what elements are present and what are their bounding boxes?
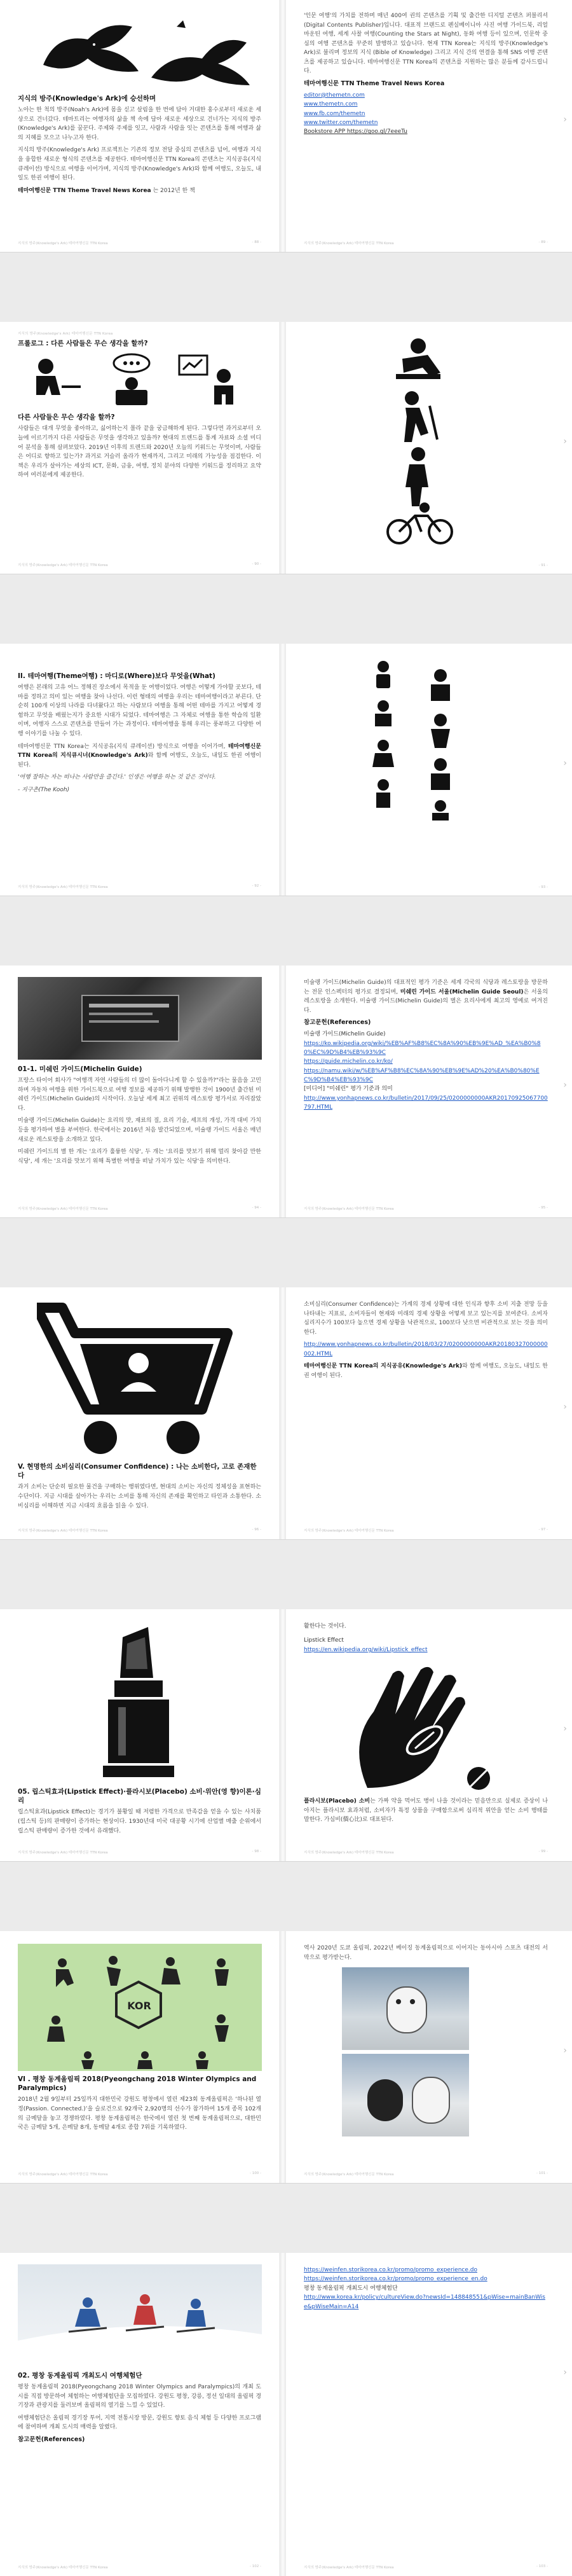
next-page-arrow-icon[interactable]: › xyxy=(563,1724,567,1734)
olympics-title: VI . 평창 동계올림픽 2018(Pyeongchang 2018 Winter Olympics and Paralympics) xyxy=(18,2075,257,2093)
page-left xyxy=(0,1931,280,2183)
spread-4 xyxy=(0,966,572,1218)
icon-grid-illustration xyxy=(361,656,548,822)
page-left xyxy=(0,2253,280,2576)
page-number: - 103 - xyxy=(536,2565,548,2568)
theme-travel-p1: 여행은 본래의 고유 어느 정해진 장소에서 목적을 둔 여행이었다. 여행은 어떻게 가야할 곳보다, 테마를 정하고 의미 있는 여행을 찾아 나선다. 이런 형태의 여행을 우리는 테마여행이라고 부른다. 단순히 100개 이상의 나라를 다녀왔다고 하는 사람보다 여행을 통해 어떤 테마를 가지고 어떻게 경험하고 무엇을 배웠는지가 중요한 시대가 되었다. 테마여행은 그 자체로 여행을 통한 학습의 일환이며, 여행자 스스로 콘텐츠를 만들어 가는 과정이다. 테마여행을 통해 우리는 풍부하고 다양한 여행 이야기를 나눌 수 있다. xyxy=(18,684,261,738)
placebo-p: 플라시보(Placebo) 소비는 가짜 약을 먹어도 병이 나을 것이라는 믿음만으로 실제로 증상이 나아지는 플라시보 효과처럼, 소비자가 특정 상품을 구매함으로써 심리적 위안을 얻는 소비 행태를 말한다. 가심비(價心比)로 대표된다. xyxy=(304,1798,548,1824)
link-twitter[interactable]: www.twitter.com/themetn xyxy=(304,120,378,127)
olympics-p1: 2018년 2월 9일부터 25일까지 대한민국 강원도 평창에서 열린 제23회 동계올림픽은 ‘하나된 열정(Passion. Connected.)’을 슬로건으로 92개국 2,920명의 선수가 참가하여 15개 종목 102개의 금메달을 놓고 경쟁하였다. 평창 동계올림픽은 한국에서 열린 첫 번째 동계올림픽으로, 대한민국은 금메달 5개, 은메달 8개, 동메달 4개로 종합 7위를 기록하였다. xyxy=(18,2096,261,2131)
page-number: - 92 - xyxy=(252,884,261,888)
reference-link[interactable]: https://guide.michelin.co.kr/ko/ xyxy=(304,1058,393,1065)
theme-travel-quote-source: - 지구촌(The Kooh) xyxy=(18,786,70,793)
michelin-right-p1: 미슐랭 가이드(Michelin Guide)의 대표적인 평가 기준은 세계 각국의 식당과 레스토랑을 방문하는 전문 인스펙터의 평가로 결정되며, 미쉐린 가이드 서울(Michelin Guide Seoul)은 서울의 레스토랑을 소개한다. 미슐랭 가이드(Michelin Guide)의 별은 요리사에게 최고의 영예로 여겨진다. xyxy=(304,980,548,1014)
prologue-subtitle: 다른 사람들은 무슨 생각을 할까? xyxy=(18,413,115,422)
page-left xyxy=(0,1609,280,1861)
reference-link[interactable]: http://www.korea.kr/policy/cultureView.do?newsId=148848551&pWise=mainBanWise&pWiseMain=A14 xyxy=(304,2294,545,2310)
reference-link[interactable]: https://namu.wiki/w/%EB%AF%B8%EC%8A%90%EB%9E%AD%20%EA%B0%80%EC%9D%B4%EB%93%9C xyxy=(304,1067,540,1084)
thinking-people-illustration xyxy=(20,350,261,408)
next-page-arrow-icon[interactable]: › xyxy=(563,2046,567,2056)
theme-travel-title: II. 테마여행(Theme여행) : 마디로(Where)보다 무엇을(What) xyxy=(18,672,215,680)
consumer-title: V. 현명한의 소비심리(Consumer Confidence) : 나는 소비한다, 고로 존재한다 xyxy=(18,1463,257,1480)
page-left xyxy=(0,0,280,252)
reference-link[interactable]: http://www.yonhapnews.co.kr/bulletin/2017/09/25/0200000000AKR20170925067700797.HTML xyxy=(304,1095,548,1111)
kor-badge: KOR xyxy=(127,2000,151,2012)
lipstick-p1: 립스틱효과(Lipstick Effect)는 경기가 불황일 때 저렴한 가격으로 만족감을 얻을 수 있는 사치품(립스틱 등)의 판매량이 증가하는 현상이다. 1930년대 미국 대공황 시기에 산업별 매출 순위에서 립스틱 판매량이 증가한 것에서 유래했다. xyxy=(18,1809,261,1834)
page-footer: - 102 - 지식의 방주(Knowledge's Ark) 테마여행신문 TTN Korea xyxy=(18,2565,261,2570)
next-page-arrow-icon[interactable]: › xyxy=(563,758,567,768)
next-page-arrow-icon[interactable]: › xyxy=(563,1080,567,1090)
page-number: - 91 - xyxy=(538,564,548,567)
page-number: - 99 - xyxy=(538,1850,548,1853)
reference-link[interactable]: https://weinfen.storikorea.co.kr/promo/promo_experience.do xyxy=(304,2267,477,2273)
page-number: - 90 - xyxy=(252,562,261,566)
ark-p3: 테마여행신문 TTN Theme Travel News Korea 는 2012년 한 책 xyxy=(18,187,195,194)
lipstick-illustration xyxy=(88,1624,261,1783)
ark-title: 지식의 방주(Knowledge's Ark)에 승선하며 xyxy=(18,95,156,102)
experience-p2: 여행체험단은 올림픽 경기장 투어, 지역 전통시장 방문, 강원도 향토 음식 체험 등 다양한 프로그램에 참여하며 개최 도시의 매력을 알렸다. xyxy=(18,2414,261,2431)
lipstick-title: 05. 립스틱효과(Lipstick Effect)·플라시보(Placebo) 소비·위안(영 향)이론·심리 xyxy=(18,1788,261,1805)
reference-note: [미디어] "미쉐린" 평가 기준과 의미 xyxy=(304,1086,393,1093)
ttn-intro: '인문 여행'의 가치를 전하며 매년 400여 권의 콘텐츠를 기획 및 출간한 디지털 콘텐츠 퍼블리셔(Digital Contents Publisher)입니다. 대표적 브랜드로 펜실베이니아 사진 여행 가이드북, 리얼 마운틴 여행, 세계 사찰 여행(Counting the Stars at Night), 동화 여행 등이 있으며, 인문학 중심의 여행 콘텐츠를 꾸준히 발행하고 있습니다. 현재 TTN Korea는 지식의 방주(Knowledge's Ark)로 불리며 정보의 지식 (Bible of Knowledge) 그리고 지식 간의 연결을 통해 SNS 여행 콘텐츠를 제공하고 있습니다. 테마여행신문 TTN Korea의 콘텐츠를 지원하는 많은 분들께 감사드립니다. xyxy=(304,13,548,75)
ttn-org: 테마여행신문 TTN Theme Travel News Korea xyxy=(304,80,445,88)
spine xyxy=(280,644,286,896)
ark-p1: 노아는 한 척의 방주(Noah's Ark)에 몸을 싣고 살림을 한 번에 담아 거대한 홍수로부터 새로운 세상으로 건너갔다. 테마트리는 여행자의 삶을 책 속에 담아 새로운 세상으로 건너가는 지식의 방주(Knowledge's Ark)를 꿈꾼다. 주제와 주제를 잇고, 사람과 사람을 잇는 콘텐츠를 통해 여행과 삶의 지혜를 모으고 나누고자 한다. xyxy=(18,107,261,141)
page-footer: - 101 - 지식의 방주(Knowledge's Ark) 테마여행신문 TTN Korea xyxy=(304,2171,548,2177)
spread-5 xyxy=(0,1287,572,1540)
shopping-cart-illustration xyxy=(37,1296,261,1458)
spine xyxy=(280,322,286,574)
page-footer: - 96 - 지식의 방주(Knowledge's Ark) 테마여행신문 TTN Korea xyxy=(18,1528,261,1533)
spine xyxy=(280,1287,286,1539)
activity-pictograms xyxy=(367,335,548,551)
michelin-p1: 프랑스 타이어 회사가 "여행객 자연 사람들의 더 많이 돌아다니게 할 수 있을까?"라는 물음을 고민하며 자동차 여행을 위한 가이드북으로 여행 정보를 제공하기 위해 발행한 것이 1900년 출간된 미쉐린 가이드(Michelin Guide)의 시작이다. 오늘날 세계 최고 권위의 레스토랑 평가서로 자리잡았다. xyxy=(18,1077,261,1112)
page-footer xyxy=(304,885,548,889)
page-header: 지식의 방주(Knowledge's Ark) 테마여행신문 TTN Korea xyxy=(18,332,113,335)
page-right xyxy=(286,2253,566,2576)
page-footer: - 94 - 지식의 방주(Knowledge's Ark) 테마여행신문 TTN Korea xyxy=(18,1206,261,1211)
reference-link[interactable]: https://weinfen.storikorea.co.kr/promo/promo_experience_en.do xyxy=(304,2276,487,2283)
link-website[interactable]: www.themetn.com xyxy=(304,101,358,108)
page-number: - 97 - xyxy=(538,1528,548,1532)
ark-p2: 지식의 방주(Knowledge's Ark) 프로젝트는 기존의 정보 전달 중심의 콘텐츠를 넘어, 여행과 지식을 융합한 새로운 형식의 콘텐츠를 제공한다. 테마여행신문 TTN Korea의 콘텐츠는 지식공유(지식 큐레이션) 방식으로 여행을 이어가며, 지식의 방주(Knowledge's Ark)와 함께 여행도, 오늘도, 내일도 한권 여행이 된다. xyxy=(18,147,261,182)
olympics-right-p1: 역사 2020년 도쿄 올림픽, 2022년 베이징 동계올림픽으로 이어지는 동아시아 스포츠 대전의 서막으로 평가받는다. xyxy=(304,1945,548,1961)
next-page-arrow-icon[interactable]: › xyxy=(563,1402,567,1412)
michelin-plaque-photo xyxy=(18,977,262,1060)
page-number: - 95 - xyxy=(538,1206,548,1210)
page-number: - 100 - xyxy=(250,2171,261,2175)
mascot-photo-1 xyxy=(342,1967,469,2050)
page-footer: - 103 - 지식의 방주(Knowledge's Ark) 테마여행신문 TTN Korea xyxy=(304,2565,548,2570)
spine xyxy=(280,1609,286,1861)
prologue-p1: 사람들은 대개 무엇을 좋아하고, 싫어하는지 몰라 끝을 궁금해하게 된다. 그렇다면 과거로부터 오늘에 이르기까지 다른 사람들은 무엇을 생각하고 있을까? 현대의 트렌드를 통계 자료와 소셜 미디어 분석을 통해 살펴보았다. 2019년 이후의 트렌드와 2020년 오늘의 키워드는 무엇이며, 사람들은 어디로 향하고 있는가? 과거로 거슬러 올라가 현재까지, 그리고 미래의 가능성을 점검한다. 이 책은 우리가 살아가는 세상의 ICT, 문화, 금융, 여행, 정치 분야의 다양한 키워드를 정리하고 요약하여 여러분에게 제공한다. xyxy=(18,426,261,479)
spread-2 xyxy=(0,322,572,574)
experience-p1: 평창 동계올림픽 2018(Pyeongchang 2018 Winter Olympics and Paralympics)의 개최 도시를 직접 방문하여 체험하는 여행체험단을 모집하였다. 강원도 평창, 강릉, 정선 일대의 올림픽 경기장과 관광지를 둘러보며 올림픽의 열기를 느낄 수 있었다. xyxy=(18,2384,261,2409)
page-footer xyxy=(304,564,548,567)
winter-sports-graphic xyxy=(18,1944,262,2071)
page-footer: - 100 - 지식의 방주(Knowledge's Ark) 테마여행신문 TTN Korea xyxy=(18,2171,261,2177)
reference-link[interactable]: https://ko.wikipedia.org/wiki/%EB%AF%B8%EC%8A%90%EB%9E%AD_%EA%B0%80%EC%9D%B4%EB%93%9C xyxy=(304,1040,541,1056)
page-number: - 89 - xyxy=(538,240,548,244)
consumer-right-p1: 소비심리(Consumer Confidence)는 가계의 경제 상황에 대한 인식과 향후 소비 지출 전망 등을 나타내는 지표로, 소비자들이 현재와 미래의 경제 상황을 어떻게 보고 있는지를 보여준다. 소비자심리지수가 100보다 높으면 경제 상황을 낙관적으로, 100보다 낮으면 비관적으로 보는 것을 의미한다. xyxy=(304,1301,548,1336)
page-number: - 98 - xyxy=(252,1850,261,1853)
next-page-arrow-icon[interactable]: › xyxy=(563,436,567,447)
page-right xyxy=(286,644,566,896)
page-number: - 101 - xyxy=(536,2171,548,2175)
reference-link[interactable]: http://www.yonhapnews.co.kr/bulletin/2018/03/27/0200000000AKR20180327000000002.HTML xyxy=(304,1341,548,1357)
references-subtitle: 미슐랭 가이드(Michelin Guide) xyxy=(304,1031,386,1038)
spine xyxy=(280,2253,286,2576)
experience-title: 02. 평창 동계올림픽 개최도시 여행체험단 xyxy=(18,2372,142,2379)
next-page-arrow-icon[interactable]: › xyxy=(563,114,567,125)
page-left xyxy=(0,644,280,896)
link-facebook[interactable]: www.fb.com/themetn xyxy=(304,110,365,117)
next-page-arrow-icon[interactable]: › xyxy=(563,2367,567,2378)
lipstick-wiki-link[interactable]: https://en.wikipedia.org/wiki/Lipstick_effect xyxy=(304,1646,428,1653)
spread-1 xyxy=(0,0,572,253)
references-title: 참고문헌(References) xyxy=(304,1019,371,1027)
page-footer: - 88 - 지식의 방주(Knowledge's Ark) 테마여행신문 TTN Korea xyxy=(18,240,261,246)
spread-8 xyxy=(0,2253,572,2576)
page-left xyxy=(0,966,280,1217)
page-number: - 102 - xyxy=(250,2565,261,2568)
link-bookstore[interactable]: Bookstore APP https://goo.gl/7eeeTu xyxy=(304,128,408,135)
page-footer: - 92 - 지식의 방주(Knowledge's Ark) 테마여행신문 TTN Korea xyxy=(18,884,261,889)
page-right xyxy=(286,966,566,1217)
page-right xyxy=(286,1287,566,1539)
consumer-right-p3: 테마여행신문 TTN Korea의 지식공유(Knowledge's Ark)와 함께 여행도, 오늘도, 내일도 한권 여행이 된다. xyxy=(304,1363,548,1379)
page-number: - 96 - xyxy=(252,1528,261,1532)
skiers-photo xyxy=(18,2264,262,2366)
page-number: - 94 - xyxy=(252,1206,261,1210)
page-footer: - 90 - 지식의 방주(Knowledge's Ark) 테마여행신문 TTN Korea xyxy=(18,562,261,567)
consumer-p1: 과거 소비는 단순히 필요한 물건을 구매하는 행위였다면, 현대의 소비는 자신의 정체성을 표현하는 수단이다. 지금 시대를 살아가는 우리는 소비를 통해 자신의 존재를 확인하고 타인과 소통한다. 소비심리를 이해하면 지금 시대의 흐름을 읽을 수 있다. xyxy=(18,1484,261,1509)
lipstick-effect-label: Lipstick Effect xyxy=(304,1637,344,1644)
page-right xyxy=(286,322,566,574)
michelin-title: 01-1. 미쉐린 가이드(Michelin Guide) xyxy=(18,1065,142,1073)
link-email[interactable]: editor@themetn.com xyxy=(304,92,365,99)
page-right xyxy=(286,1609,566,1861)
mascot-photo-2 xyxy=(342,2054,469,2136)
references-title: 참고문헌(References) xyxy=(18,2436,85,2444)
michelin-p2b: 미쉐린 가이드의 별 한 개는 '요리가 훌륭한 식당', 두 개는 '요리를 맛보기 위해 멀리 찾아갈 만한 식당', 세 개는 '요리를 맛보기 위해 특별한 여행을 떠날 가치가 있는 식당'을 의미한다. xyxy=(18,1149,261,1165)
prologue-title: 프롤로그 : 다른 사람들은 무슨 생각을 할까? xyxy=(18,340,148,347)
page-footer: - 95 - 지식의 방주(Knowledge's Ark) 테마여행신문 TTN Korea xyxy=(304,1206,548,1211)
lipstick-continued: 활한다는 것이다. xyxy=(304,1623,346,1630)
placebo-hand-illustration xyxy=(329,1661,548,1794)
page-footer: - 89 - 지식의 방주(Knowledge's Ark) 테마여행신문 TTN Korea xyxy=(304,240,548,246)
page-right xyxy=(286,0,566,252)
theme-travel-quote: '여행 잘하는 자는 떠나는 사람만을 즐긴다.' 인생은 여행을 하는 것 같은 것이다. xyxy=(18,774,216,781)
spine xyxy=(280,0,286,252)
dove-illustration xyxy=(31,14,261,90)
page-right xyxy=(286,1931,566,2183)
spine xyxy=(280,1931,286,2183)
michelin-p2: 미슐랭 가이드(Michelin Guide)는 요리의 맛, 재료의 질, 요리 기술, 셰프의 개성, 가격 대비 가치 등을 평가하여 별을 부여한다. 한국에서는 2016년 처음 발간되었으며, 미슐랭 가이드 서울은 매년 새로운 레스토랑을 소개하고 있다. xyxy=(18,1118,261,1143)
page-left xyxy=(0,322,280,574)
spread-6 xyxy=(0,1609,572,1862)
page-left xyxy=(0,1287,280,1539)
spread-7 xyxy=(0,1931,572,2184)
theme-travel-p2: 테마여행신문 TTN Korea는 지식공유(지식 큐레이션) 방식으로 여행을 이어가며, 테마여행신문 TTN Korea의 지식큐시너(Knowledge's Ark)와 함께 여행도, 오늘도, 내일도 한권 여행이 된다. xyxy=(18,743,262,768)
page-footer: - 97 - 지식의 방주(Knowledge's Ark) 테마여행신문 TTN Korea xyxy=(304,1528,548,1533)
page-number: - 93 - xyxy=(538,885,548,889)
reference-note: 평창 동계올림픽 개최도시 여행체험단 xyxy=(304,2285,398,2292)
page-footer: - 98 - 지식의 방주(Knowledge's Ark) 테마여행신문 TTN Korea xyxy=(18,1850,261,1855)
page-number: - 88 - xyxy=(252,240,261,244)
page-footer: - 99 - 지식의 방주(Knowledge's Ark) 테마여행신문 TTN Korea xyxy=(304,1850,548,1855)
spread-3 xyxy=(0,644,572,896)
spine xyxy=(280,966,286,1217)
